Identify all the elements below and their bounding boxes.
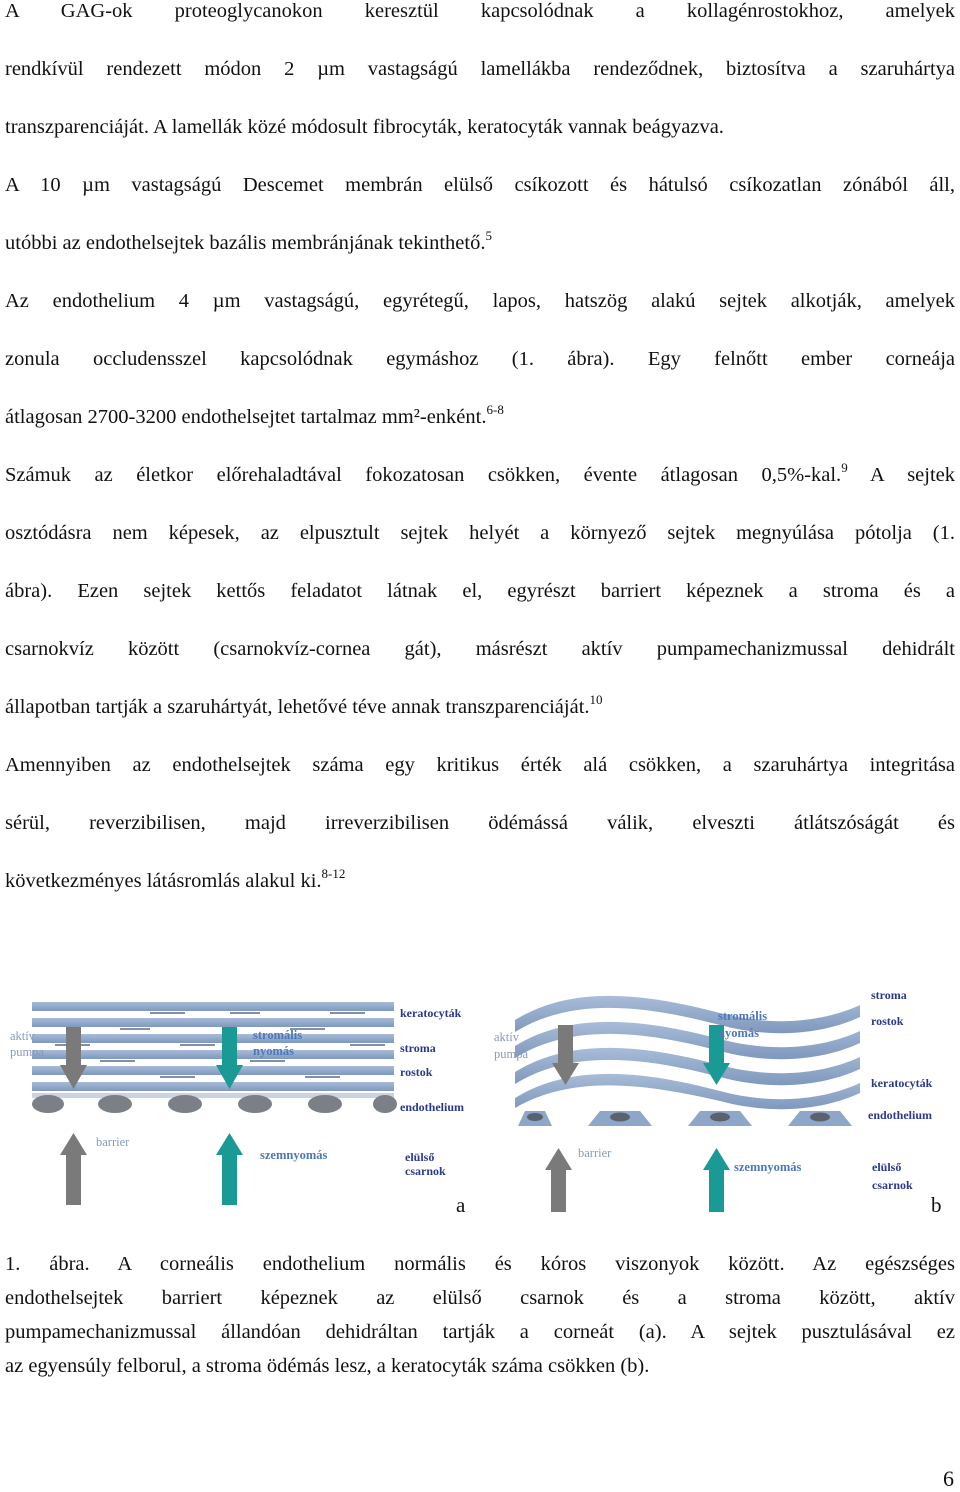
text-line: sérül, reverzibilisen, majd irreverzibilisen ödémássá válik, elveszti átlátszóságát és xyxy=(5,812,955,834)
text-line: zonula occludensszel kapcsolódnak egymáshoz (1. ábra). Egy felnőtt ember corneája xyxy=(5,348,955,370)
caption-line: 1. ábra. A corneális endothelium normális és kóros viszonyok között. Az egészséges xyxy=(5,1253,955,1275)
text-segment: A sejtek xyxy=(847,464,956,486)
label-csarnok: csarnok xyxy=(405,1164,446,1178)
panel-label-a: a xyxy=(456,1193,466,1217)
label-elulso: elülső xyxy=(405,1150,435,1164)
text-line-with-ref xyxy=(5,228,955,255)
eye-pressure-arrow xyxy=(216,1133,243,1205)
panel-a-diagram xyxy=(10,1002,466,1217)
reference-superscript: 5 xyxy=(485,228,492,243)
label-elulso: elülső xyxy=(872,1160,902,1174)
label-keratocytak: keratocyták xyxy=(871,1076,933,1090)
label-stromalis: stromális xyxy=(718,1009,768,1023)
eye-pressure-arrow xyxy=(703,1148,730,1212)
label-endothelium: endothelium xyxy=(868,1108,933,1122)
text-line-with-ref xyxy=(5,460,956,487)
text-segment: következményes látásromlás alakul ki. xyxy=(5,870,322,892)
label-pumpa: pumpa xyxy=(494,1047,529,1061)
label-csarnok: csarnok xyxy=(872,1178,913,1192)
text-line: osztódásra nem képesek, az elpusztult sejtek helyét a környező sejtek megnyúlása pótolja (1. xyxy=(5,522,955,544)
label-szemnyomas: szemnyomás xyxy=(734,1160,802,1174)
caption-line: az egyensúly felborul, a stroma ödémás lesz, a keratocyták száma csökken (b). xyxy=(5,1355,650,1377)
stroma-lamellae xyxy=(32,1002,394,1091)
page-number: 6 xyxy=(943,1466,954,1491)
text-line: transzparenciáját. A lamellák közé módosult fibrocyták, keratocyták vannak beágyazva. xyxy=(5,116,724,138)
endothelial-cell-layer xyxy=(32,1093,397,1113)
label-barrier: barrier xyxy=(96,1135,130,1149)
label-stroma: stroma xyxy=(400,1041,436,1055)
label-nyomas: nyomás xyxy=(718,1026,759,1040)
label-nyomas: nyomás xyxy=(253,1044,294,1058)
text-segment: utóbbi az endothelsejtek bazális membránjának tekinthető. xyxy=(5,232,486,254)
text-line: Az endothelium 4 µm vastagságú, egyrétegű, lapos, hatszög alakú sejtek alkotják, amelyek xyxy=(5,290,955,312)
reference-superscript: 10 xyxy=(589,692,603,707)
label-aktiv: aktív xyxy=(494,1030,519,1044)
text-line: Amennyiben az endothelsejtek száma egy kritikus érték alá csökken, a szaruhártya integritása xyxy=(5,754,955,776)
reference-superscript: 9 xyxy=(841,460,848,475)
label-keratocytak: keratocyták xyxy=(400,1006,462,1020)
text-line: rendkívül rendezett módon 2 µm vastagságú lamellákba rendeződnek, biztosítva a szaruhártya xyxy=(5,58,955,80)
damaged-endothelial-cells xyxy=(518,1111,852,1126)
caption-line: pumpamechanizmussal állandóan dehidráltan tartják a corneát (a). A sejtek pusztulásával ez xyxy=(5,1321,955,1343)
text-line: A 10 µm vastagságú Descemet membrán elülső csíkozott és hátulsó csíkozatlan zónából áll, xyxy=(5,174,955,196)
reference-superscript: 8-12 xyxy=(321,866,346,881)
label-szemnyomas: szemnyomás xyxy=(260,1148,328,1162)
label-rostok: rostok xyxy=(871,1014,904,1028)
label-aktiv: aktív xyxy=(10,1029,35,1043)
text-segment: Számuk az életkor előrehaladtával fokozatosan csökken, évente átlagosan 0,5%-kal. xyxy=(5,464,842,486)
barrier-arrow xyxy=(545,1148,572,1212)
figure-corneal-endothelium xyxy=(0,965,960,1225)
text-segment: állapotban tartják a szaruhártyát, lehetővé téve annak transzparenciáját. xyxy=(5,696,590,718)
label-rostok: rostok xyxy=(400,1065,433,1079)
panel-b-diagram xyxy=(494,988,942,1217)
label-endothelium: endothelium xyxy=(400,1100,465,1114)
reference-superscript: 6-8 xyxy=(486,402,504,417)
label-pumpa: pumpa xyxy=(10,1045,45,1059)
text-segment: átlagosan 2700-3200 endothelsejtet tartalmaz mm²-enként. xyxy=(5,406,487,428)
text-line: ábra). Ezen sejtek kettős feladatot látnak el, egyrészt barriert képeznek a stroma és a xyxy=(5,580,955,602)
caption-line: endothelsejtek barriert képeznek az elülső csarnok és a stroma között, aktív xyxy=(5,1287,955,1309)
text-line-with-ref xyxy=(5,402,955,429)
text-line-with-ref xyxy=(5,692,955,719)
label-stromalis: stromális xyxy=(253,1028,303,1042)
label-barrier: barrier xyxy=(578,1146,612,1160)
text-line: csarnokvíz között (csarnokvíz-cornea gát), másrészt aktív pumpamechanizmussal dehidrált xyxy=(5,638,955,660)
barrier-arrow xyxy=(60,1133,87,1205)
text-line-with-ref xyxy=(5,866,955,893)
panel-label-b: b xyxy=(931,1193,942,1217)
label-stroma: stroma xyxy=(871,988,907,1002)
text-line: A GAG-ok proteoglycanokon keresztül kapcsolódnak a kollagénrostokhoz, amelyek xyxy=(5,0,955,22)
